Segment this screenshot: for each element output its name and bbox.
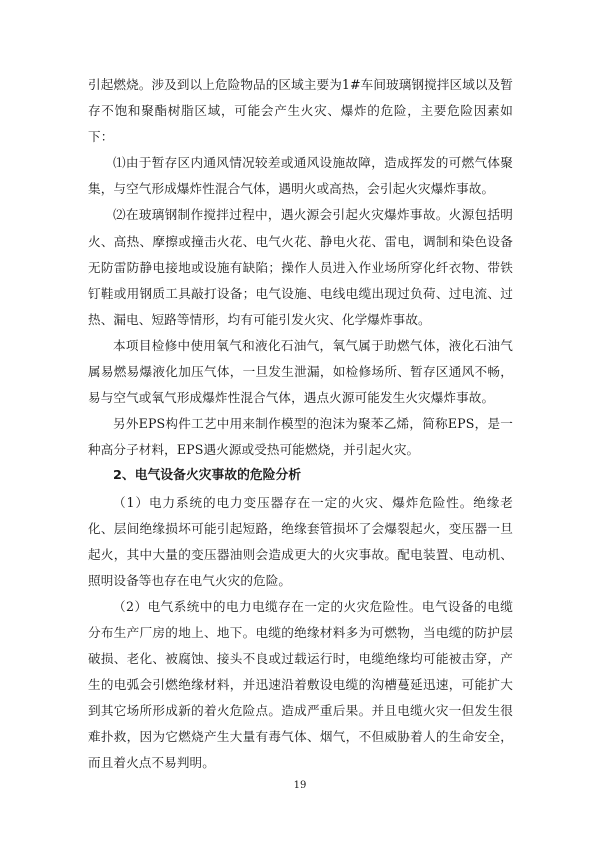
page-body bbox=[88, 72, 513, 777]
paragraph-hazard-1: ⑴由于暂存区内通风情况较差或通风设施故障，造成挥发的可燃气体聚集，与空气形成爆炸性混合气体，遇明火或高热，会引起火灾爆炸事故。 bbox=[88, 155, 513, 197]
paragraph-maintenance-gas: 本项目检修中使用氧气和液化石油气，氧气属于助燃气体，液化石油气属易燃易爆液化加压气体，一旦发生泄漏，如检修场所、暂存区通风不畅，易与空气或氧气形成爆炸性混合气体，遇点火源可能发生火灾爆炸事故。 bbox=[88, 337, 513, 406]
page-number: 19 bbox=[293, 780, 307, 791]
paragraph-transformer: （1）电力系统的电力变压器存在一定的火灾、爆炸危险性。绝缘老化、层间绝缘损坏可能引起短路，绝缘套管损坏了会爆裂起火，变压器一旦起火，其中大量的变压器油则会造成更大的火灾事故。配电装置、电动机、照明设备等也存在电气火灾的危险。 bbox=[88, 494, 513, 588]
paragraph-hazard-2: ⑵在玻璃钢制作搅拌过程中，遇火源会引起火灾爆炸事故。火源包括明火、高热、摩擦或撞击火花、电气火花、静电火花、雷电，调制和染色设备无防雷防静电接地或设施有缺陷；操作人员进入作业场所穿化纤衣物、带铁钉鞋或用钢质工具敲打设备；电气设施、电线电缆出现过负荷、过电流、过热、漏电、短路等情形，均有可能引发火灾、化学爆炸事故。 bbox=[88, 207, 513, 327]
section-heading: 2、电气设备火灾事故的危险分析 bbox=[113, 468, 302, 484]
paragraph-cable: （2）电气系统中的电力电缆存在一定的火灾危险性。电气设备的电缆分布生产厂房的地上、地下。电缆的绝缘材料多为可燃物，当电缆的防护层破损、老化、被腐蚀、接头不良或过载运行时，电缆绝缘均可能被击穿，产生的电弧会引燃绝缘材料，并迅速沿着敷设电缆的沟槽蔓延迅速，可能扩大到其它场所形成新的着火危险点。造成严重后果。并且电缆火灾一但发生很难扑救，因为它燃烧产生大量有毒气体、烟气，不但威胁着人的生命安全，而且着火点不易判明。 bbox=[88, 598, 513, 771]
paragraph-continued: 引起燃烧。涉及到以上危险物品的区域主要为1#车间玻璃钢搅拌区域以及暂存不饱和聚酯树脂区域，可能会产生火灾、爆炸的危险，主要危险因素如下： bbox=[88, 77, 513, 145]
paragraph-eps: 另外EPS构件工艺中用来制作模型的泡沫为聚苯乙烯，简称EPS，是一种高分子材料，EPS遇火源或受热可能燃烧，并引起火灾。 bbox=[88, 416, 513, 458]
